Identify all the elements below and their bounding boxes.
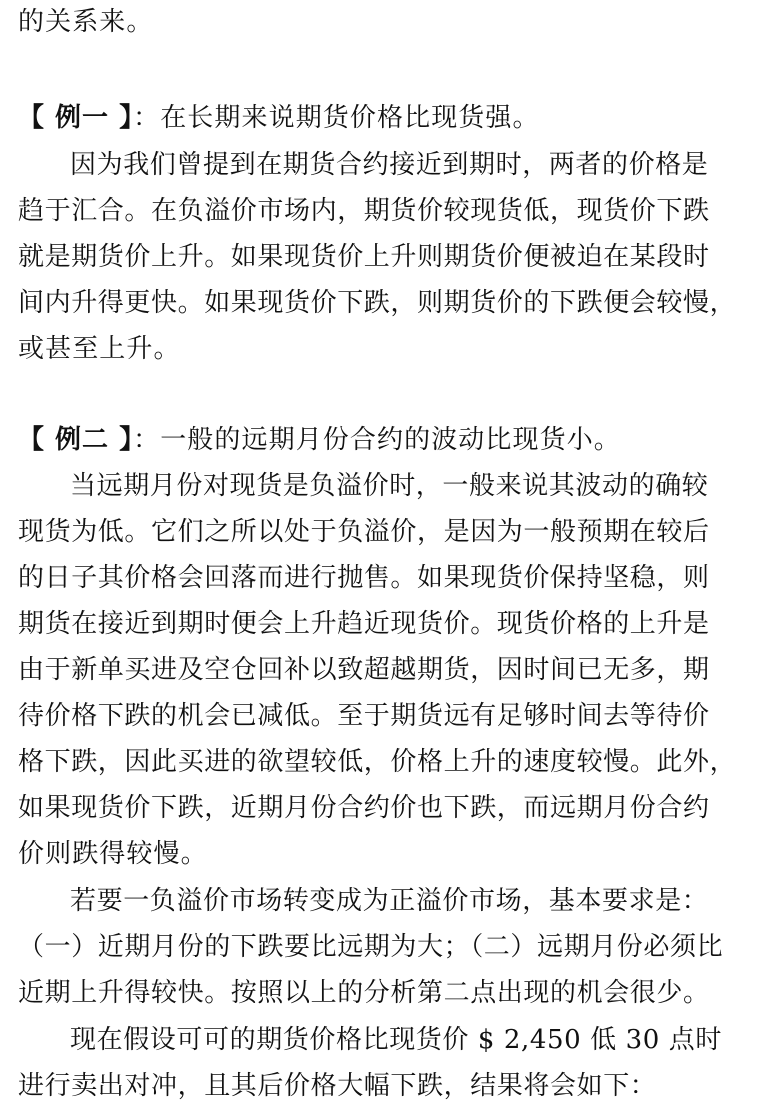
example-1-heading (18, 98, 540, 138)
paragraph-line: 格下跌，因此买进的欲望较低，价格上升的速度较慢。此外， (18, 747, 737, 777)
paragraph-line: 价则跌得较慢。 (18, 839, 208, 869)
text-line: 的关系来。 (18, 7, 154, 37)
paragraph-line: 如果现货价下跌，近期月份合约价也下跌，而远期月份合约 (18, 793, 710, 823)
paragraph-line: 当远期月份对现货是负溢价时，一般来说其波动的确较 (70, 471, 709, 501)
paragraph-line: 现货为低。它们之所以处于负溢价，是因为一般预期在较后 (18, 517, 710, 547)
example-2-heading (18, 420, 621, 460)
paragraph-line: 现在假设可可的期货价格比现货价 $ 2,450 低 30 点时 (70, 1025, 722, 1055)
paragraph-line: 期货在接近到期时便会上升趋近现货价。现货价格的上升是 (18, 609, 710, 639)
example-2-title: ：一般的远期月份合约的波动比现货小。 (133, 425, 621, 455)
paragraph-line: 若要一负溢价市场转变成为正溢价市场，基本要求是： (70, 886, 709, 916)
example-2-label: 【 例二 】 (18, 425, 134, 455)
paragraph-line: 趋于汇合。在负溢价市场内，期货价较现货低，现货价下跌 (18, 196, 710, 226)
paragraph-line: 的日子其价格会回落而进行抛售。如果现货价保持坚稳，则 (18, 563, 710, 593)
paragraph-line: 就是期货价上升。如果现货价上升则期货价便被迫在某段时 (18, 242, 710, 272)
example-1-label: 【 例一 】 (18, 103, 134, 133)
example-1-title: ：在长期来说期货价格比现货强。 (133, 103, 540, 133)
paragraph-line: 近期上升得较快。按照以上的分析第二点出现的机会很少。 (18, 978, 710, 1008)
paragraph-line: 由于新单买进及空仓回补以致超越期货，因时间已无多，期 (18, 655, 710, 685)
paragraph-line: 或甚至上升。 (18, 334, 181, 364)
paragraph-line: 待价格下跌的机会已减低。至于期货远有足够时间去等待价 (18, 701, 710, 731)
paragraph-line: 因为我们曾提到在期货合约接近到期时，两者的价格是 (70, 150, 709, 180)
paragraph-line: 间内升得更快。如果现货价下跌，则期货价的下跌便会较慢， (18, 288, 737, 318)
paragraph-line: （一）近期月份的下跌要比远期为大；（二）远期月份必须比 (18, 932, 724, 962)
paragraph-line: 进行卖出对冲，且其后价格大幅下跌，结果将会如下： (18, 1071, 657, 1101)
